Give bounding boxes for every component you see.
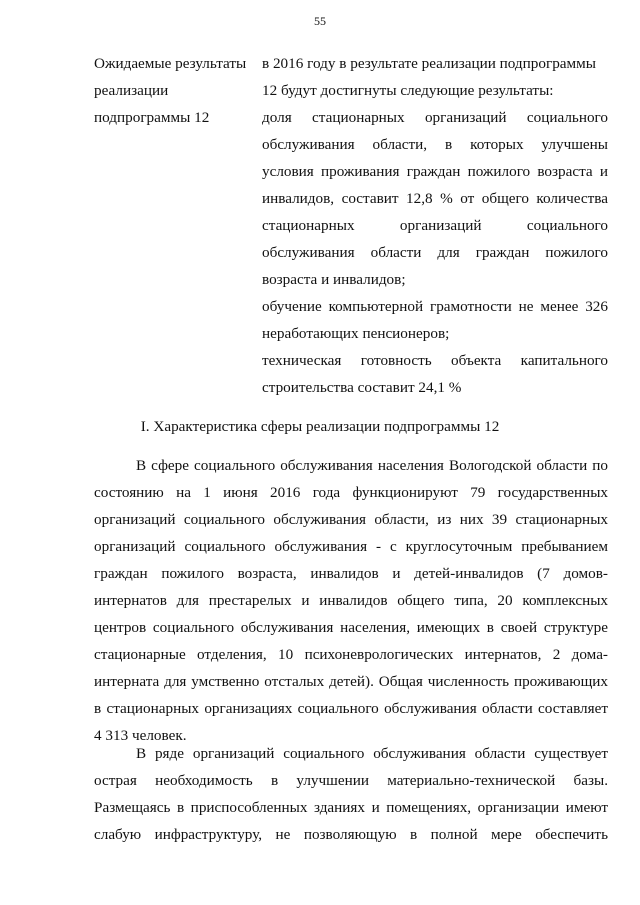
paragraph-line: центров социального обслуживания населения, имеющих в своей структуре	[94, 619, 608, 636]
paragraph-line: В сфере социального обслуживания населения Вологодской области по	[136, 457, 608, 474]
paragraph-line: 4 313 человек.	[94, 727, 187, 744]
page-number: 55	[314, 14, 326, 28]
paragraph-line: состоянию на 1 июня 2016 года функционируют 79 государственных	[94, 484, 608, 501]
label-line: Ожидаемые результаты	[94, 55, 247, 72]
text-line: техническая готовность объекта капитального	[262, 352, 608, 369]
paragraph-line: острая необходимость в улучшении материально-технической базы.	[94, 772, 608, 789]
expected-results-label	[94, 50, 259, 131]
text-line: инвалидов, составит 12,8 % от общего количества	[262, 190, 608, 207]
paragraph-line: граждан пожилого возраста, инвалидов и детей-инвалидов (7 домов-	[94, 565, 608, 582]
paragraph-line: Размещаясь в приспособленных зданиях и помещениях, организации имеют	[94, 799, 608, 816]
text-line: стационарных организаций социального	[262, 217, 608, 234]
text-line: обучение компьютерной грамотности не менее 326	[262, 298, 608, 315]
label-line: реализации	[94, 82, 169, 99]
text-line: доля стационарных организаций социального	[262, 109, 608, 126]
label-line: подпрограммы 12	[94, 109, 210, 126]
text-line: условия проживания граждан пожилого возраста и	[262, 163, 608, 180]
paragraph-line: организаций социального обслуживания - с круглосуточным пребыванием	[94, 538, 608, 555]
text-line: обслуживания области для граждан пожилого	[262, 244, 608, 261]
section-title: I. Характеристика сферы реализации подпрограммы 12	[140, 418, 500, 435]
paragraph-line: стационарные отделения, 10 психоневрологических интернатов, 2 дома-	[94, 646, 608, 663]
paragraph-line: интерната для умственно отсталых детей). Общая численность проживающих	[94, 673, 608, 690]
expected-results-text	[262, 50, 608, 401]
paragraph-line: в стационарных организациях социального обслуживания области составляет	[94, 700, 608, 717]
paragraph-line: слабую инфраструктуру, не позволяющую в полной мере обеспечить	[94, 826, 608, 843]
text-line: неработающих пенсионеров;	[262, 325, 450, 342]
paragraph-infrastructure	[94, 740, 608, 848]
paragraph-line: интернатов для престарелых и инвалидов общего типа, 20 комплексных	[94, 592, 608, 609]
paragraph-line: В ряде организаций социального обслуживания области существует	[136, 745, 608, 762]
text-line: возраста и инвалидов;	[262, 271, 406, 288]
text-line: 12 будут достигнуты следующие результаты:	[262, 82, 554, 99]
paragraph-line: организаций социального обслуживания области, из них 39 стационарных	[94, 511, 608, 528]
text-line: в 2016 году в результате реализации подпрограммы	[262, 55, 596, 72]
text-line: обслуживания области, в которых улучшены	[262, 136, 608, 153]
paragraph-social-services	[94, 452, 608, 749]
text-line: строительства составит 24,1 %	[262, 379, 462, 396]
